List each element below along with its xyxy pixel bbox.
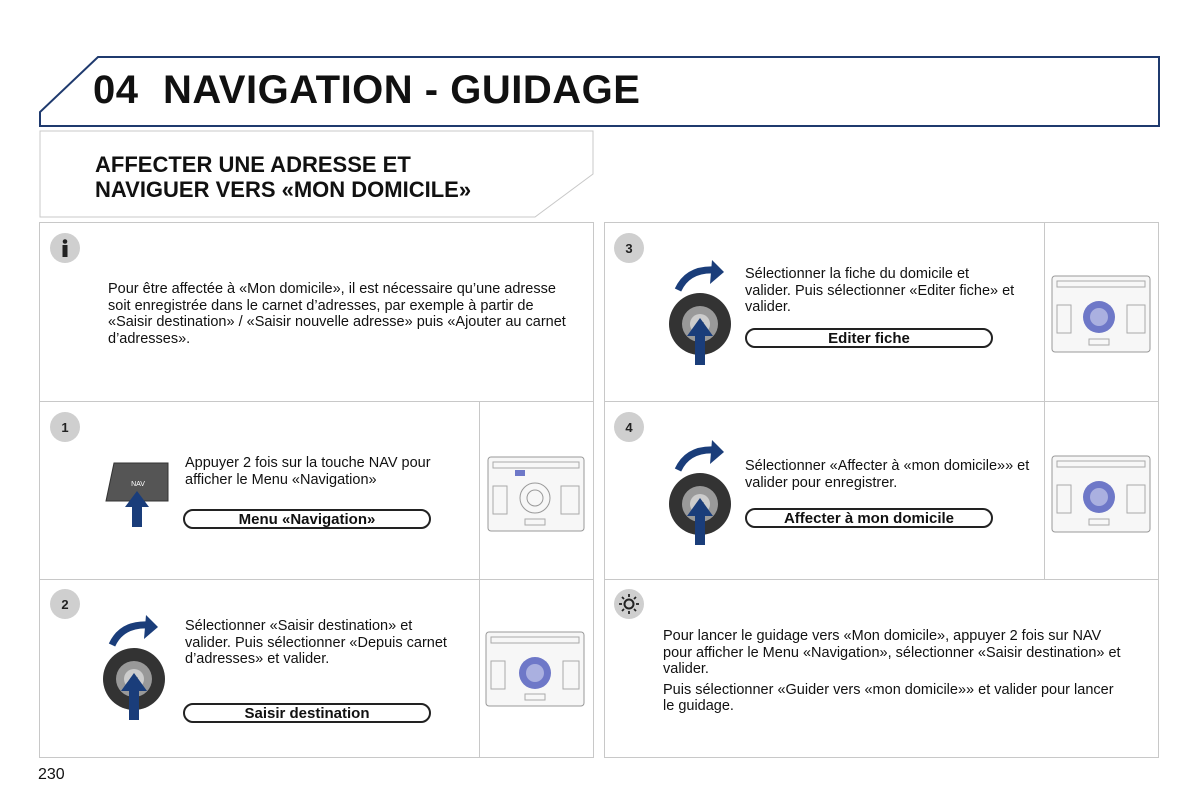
step-1-text: Appuyer 2 fois sur la touche NAV pour afficher le Menu «Navigation» <box>185 455 431 488</box>
console-thumbnail-knob-2 <box>485 631 585 707</box>
step-4-text: Sélectionner «Affecter à «mon domicile»» et valider pour enregistrer. <box>745 458 1030 491</box>
console-thumbnail-knob-3 <box>1051 275 1151 353</box>
console-thumbnail-nav <box>487 456 585 532</box>
nav-key-icon <box>100 455 175 530</box>
menu-navigation-button[interactable]: Menu «Navigation» <box>183 509 431 529</box>
right-thumb-divider <box>1044 223 1045 579</box>
tip-badge <box>614 589 644 619</box>
rotary-knob-icon <box>100 615 170 723</box>
rotary-knob-icon <box>666 440 736 548</box>
info-icon <box>50 233 80 263</box>
svg-text:NAV: NAV <box>131 481 145 488</box>
chapter-title: NAVIGATION - GUIDAGE <box>163 68 641 112</box>
console-thumbnail-knob-4 <box>1051 455 1151 533</box>
info-text: Pour être affectée à «Mon domicile», il est nécessaire qu’une adresse soit enregistrée dans le carnet d’adresses, par exemple à partir de «Saisir destination» / «Saisir nouvelle adresse» puis «Ajouter au carnet d’adresses». <box>108 281 566 347</box>
lightbulb-icon <box>614 589 644 619</box>
step-1-badge: 1 <box>50 412 80 442</box>
section-title: AFFECTER UNE ADRESSE ET NAVIGUER VERS «MON DOMICILE» <box>95 152 472 202</box>
affecter-mon-domicile-button[interactable]: Affecter à mon domicile <box>745 508 993 528</box>
step-4-badge: 4 <box>614 412 644 442</box>
left-thumb-divider <box>479 402 480 757</box>
step-2-text: Sélectionner «Saisir destination» et valider. Puis sélectionner «Depuis carnet d’adresses» et valider. <box>185 618 447 667</box>
saisir-destination-button[interactable]: Saisir destination <box>183 703 431 723</box>
tip-text: Pour lancer le guidage vers «Mon domicile», appuyer 2 fois sur NAV pour afficher le Menu «Navigation», sélectionner «Saisir destination» et valider. Puis sélectionner «Guider vers «mon domicile»» et valider pour lancer le guidage. <box>663 628 1121 714</box>
info-badge <box>50 233 80 263</box>
step-3-text: Sélectionner la fiche du domicile et valider. Puis sélectionner «Editer fiche» et valider. <box>745 266 1015 315</box>
page-number: 230 <box>38 766 65 783</box>
step-3-badge: 3 <box>614 233 644 263</box>
editer-fiche-button[interactable]: Editer fiche <box>745 328 993 348</box>
rotary-knob-icon <box>666 260 736 368</box>
step-2-badge: 2 <box>50 589 80 619</box>
chapter-number: 04 <box>93 68 139 112</box>
